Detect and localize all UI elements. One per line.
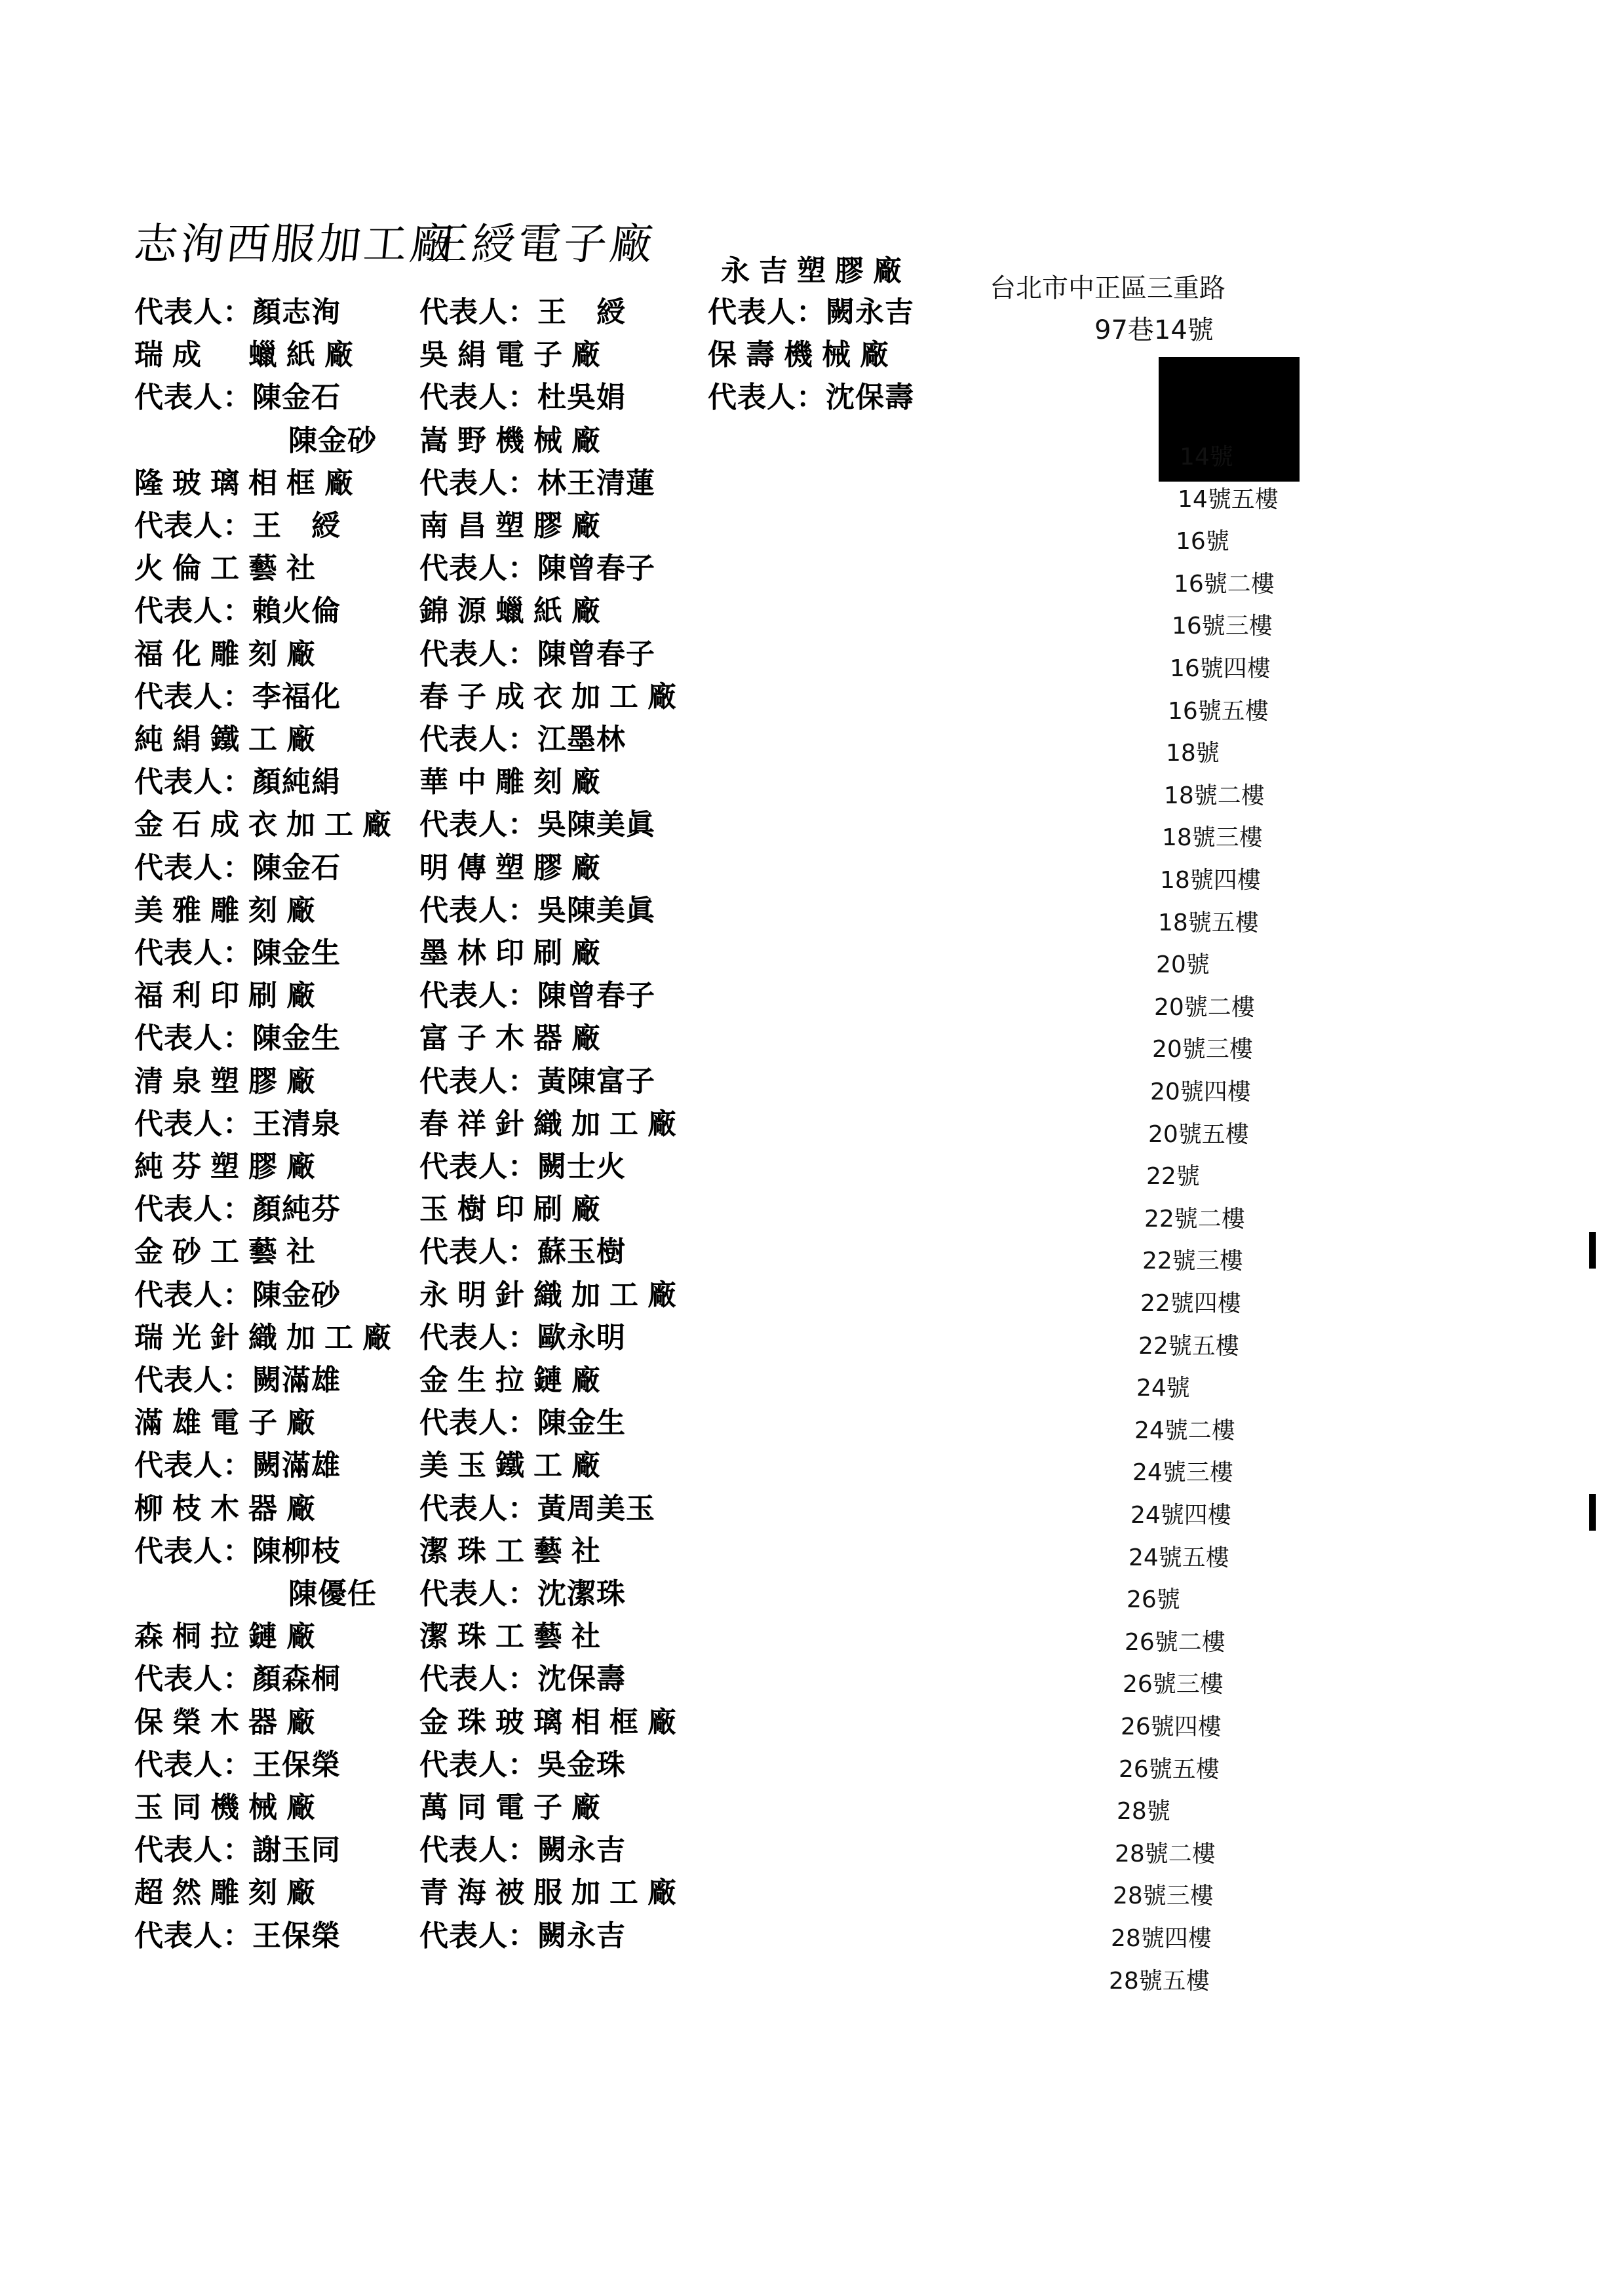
- col2-company: 華中雕刻廠: [419, 765, 609, 799]
- col2-representative: 代表人：王 綬: [419, 296, 626, 329]
- col3-representative: 代表人：沈保壽: [708, 381, 914, 415]
- col1-company: 保榮木器廠: [134, 1705, 324, 1739]
- unit-number: 20號五樓: [1148, 1120, 1249, 1148]
- col1-company: 福化雕刻廠: [134, 637, 324, 671]
- col2-company: 潔珠工藝社: [419, 1534, 609, 1568]
- unit-number: 20號三樓: [1152, 1036, 1253, 1063]
- col2-representative: 代表人：闕永吉: [419, 1833, 626, 1867]
- col2-representative: 代表人：吳陳美眞: [419, 808, 655, 842]
- col2-representative: 代表人：陳曾春子: [419, 979, 655, 1013]
- unit-number: 24號三樓: [1132, 1459, 1233, 1487]
- col2-company: 美玉鐵工廠: [419, 1449, 609, 1483]
- col2-company: 錦源蠟紙廠: [419, 594, 609, 628]
- col1-company: 超然雕刻廠: [134, 1876, 324, 1910]
- col2-representative: 代表人：闕永吉: [419, 1919, 626, 1953]
- col2-company: 富子木器廠: [419, 1022, 609, 1056]
- unit-number: 20號二樓: [1154, 993, 1255, 1021]
- col1-company: 福利印刷廠: [134, 979, 324, 1013]
- col2-representative: 代表人：沈潔珠: [419, 1577, 626, 1611]
- header-col2: 王綬電子廠: [423, 219, 659, 269]
- unit-number: 24號五樓: [1128, 1544, 1229, 1571]
- unit-number: 22號三樓: [1142, 1248, 1243, 1275]
- col2-representative: 代表人：江墨林: [419, 723, 626, 756]
- col2-company: 嵩野機械廠: [419, 423, 609, 457]
- unit-number: 18號三樓: [1162, 824, 1263, 852]
- col2-representative: 代表人：吳陳美眞: [419, 893, 655, 927]
- col2-company: 春祥針織加工廠: [419, 1107, 685, 1141]
- col2-company: 春子成衣加工廠: [419, 679, 685, 714]
- col1-representative: 代表人：顏純芬: [134, 1193, 341, 1227]
- col1-company: 瑞光針織加工廠: [134, 1320, 400, 1354]
- col2-company: 玉樹印刷廠: [419, 1193, 609, 1227]
- col2-representative: 代表人：闕士火: [419, 1150, 626, 1183]
- col1-representative: 代表人：闕滿雄: [134, 1449, 341, 1483]
- col1-representative: 代表人：王保榮: [134, 1919, 341, 1953]
- col2-representative: 代表人：陳曾春子: [419, 637, 655, 671]
- unit-number: 22號: [1146, 1163, 1200, 1191]
- unit-number: 26號三樓: [1123, 1671, 1224, 1698]
- col1-company: 柳枝木器廠: [134, 1491, 324, 1525]
- col2-company: 金生拉鏈廠: [419, 1364, 609, 1397]
- unit-number: 18號四樓: [1160, 867, 1261, 894]
- col2-representative: 代表人：吳金珠: [419, 1748, 626, 1782]
- col1-representative: 代表人：李福化: [134, 679, 341, 714]
- unit-number: 22號四樓: [1140, 1290, 1241, 1317]
- unit-number: 24號: [1136, 1375, 1190, 1402]
- col2-representative: 代表人：陳金生: [419, 1406, 626, 1440]
- unit-number: 18號二樓: [1164, 782, 1265, 809]
- col1-company: 滿雄電子廠: [134, 1406, 324, 1440]
- unit-number: 24號二樓: [1134, 1417, 1235, 1444]
- col1-representative: 代表人：陳金石: [134, 381, 341, 415]
- col1-representative: 代表人：謝玉同: [134, 1833, 341, 1867]
- header-col1: 志洵西服加工廠: [132, 219, 459, 269]
- col1-company: 美雅雕刻廠: [134, 893, 324, 927]
- col3-company: 保壽機械廠: [708, 338, 898, 372]
- col1-company: 火倫工藝社: [134, 552, 324, 586]
- unit-number: 14號五樓: [1178, 486, 1279, 513]
- col2-company: 金珠玻璃相框廠: [419, 1705, 685, 1739]
- col2-representative: 代表人：黃周美玉: [419, 1491, 655, 1525]
- unit-number: 22號二樓: [1144, 1205, 1245, 1233]
- col2-representative: 代表人：黃陳富子: [419, 1064, 655, 1098]
- col1-company: 金砂工藝社: [134, 1235, 324, 1269]
- col1-company: 陳優任: [288, 1577, 377, 1611]
- scan-mark: [1589, 1494, 1596, 1531]
- col2-representative: 代表人：歐永明: [419, 1320, 626, 1354]
- col2-representative: 代表人：蘇玉樹: [419, 1235, 626, 1269]
- col3-representative: 代表人：闕永吉: [708, 296, 914, 329]
- unit-number: 16號三樓: [1172, 613, 1273, 640]
- col2-company: 南昌塑膠廠: [419, 509, 609, 543]
- col1-representative: 代表人：王保榮: [134, 1748, 341, 1782]
- unit-number: 22號五樓: [1138, 1332, 1239, 1360]
- col2-company: 潔珠工藝社: [419, 1620, 609, 1654]
- col1-representative: 代表人：王清泉: [134, 1107, 341, 1141]
- unit-number: 28號二樓: [1115, 1840, 1216, 1867]
- col2-company: 明傳塑膠廠: [419, 851, 609, 885]
- col1-representative: 代表人：陳金生: [134, 936, 341, 970]
- col2-representative: 代表人：陳曾春子: [419, 552, 655, 586]
- col1-representative: 代表人：顏純絹: [134, 765, 341, 799]
- unit-number: 28號四樓: [1111, 1925, 1212, 1952]
- unit-number: 26號四樓: [1121, 1713, 1222, 1740]
- address-line-2: 97巷14號: [1094, 315, 1214, 345]
- unit-number: 16號: [1176, 528, 1229, 556]
- col1-company: 隆玻璃相框廠: [134, 466, 362, 500]
- col2-company: 吳絹電子廠: [419, 338, 609, 372]
- unit-number: 14號: [1180, 444, 1233, 470]
- unit-number: 18號五樓: [1158, 909, 1259, 936]
- unit-number: 18號: [1166, 740, 1220, 767]
- col1-representative: 代表人：顏森桐: [134, 1662, 341, 1696]
- unit-number: 26號五樓: [1119, 1755, 1220, 1783]
- col2-representative: 代表人：杜吳娟: [419, 381, 626, 415]
- col1-representative: 代表人：陳金石: [134, 851, 341, 885]
- col2-company: 永明針織加工廠: [419, 1278, 685, 1312]
- unit-number: 16號二樓: [1174, 570, 1275, 598]
- col2-representative: 代表人：沈保壽: [419, 1662, 626, 1696]
- col1-company: 陳金砂: [288, 423, 377, 457]
- unit-number: 28號: [1117, 1798, 1170, 1826]
- col1-company: 純芬塑膠廠: [134, 1150, 324, 1183]
- col1-representative: 代表人：闕滿雄: [134, 1364, 341, 1397]
- col1-representative: 代表人：陳金生: [134, 1022, 341, 1056]
- col1-representative: 代表人：陳柳枝: [134, 1534, 341, 1568]
- unit-number: 28號五樓: [1109, 1967, 1210, 1995]
- col1-representative: 代表人：賴火倫: [134, 594, 341, 628]
- unit-number: 20號: [1156, 951, 1210, 979]
- col1-company: 金石成衣加工廠: [134, 808, 400, 842]
- col2-company: 萬同電子廠: [419, 1791, 609, 1824]
- unit-number: 20號四樓: [1150, 1079, 1251, 1105]
- address-line-1: 台北市中正區三重路: [990, 273, 1225, 303]
- scan-mark: [1589, 1232, 1596, 1269]
- header-col3: 永吉塑膠廠: [721, 254, 911, 288]
- col1-company: 森桐拉鏈廠: [134, 1620, 324, 1654]
- col2-representative: 代表人：林王清蓮: [419, 466, 655, 500]
- col1-company: 玉同機械廠: [134, 1791, 324, 1824]
- col1-representative: 代表人：顏志洵: [134, 296, 341, 329]
- unit-number: 16號五樓: [1168, 697, 1269, 725]
- col1-company: 瑞成 蠟紙廠: [134, 338, 362, 372]
- col2-company: 墨林印刷廠: [419, 936, 609, 970]
- unit-number: 26號: [1127, 1586, 1180, 1614]
- col2-company: 青海被服加工廠: [419, 1876, 685, 1910]
- unit-number: 26號二樓: [1125, 1628, 1225, 1656]
- unit-number: 16號四樓: [1170, 655, 1271, 682]
- col1-company: 清泉塑膠廠: [134, 1064, 324, 1098]
- col1-company: 純絹鐵工廠: [134, 723, 324, 756]
- col1-representative: 代表人：王 綬: [134, 509, 341, 543]
- col1-representative: 代表人：陳金砂: [134, 1278, 341, 1312]
- unit-number: 28號三樓: [1113, 1883, 1214, 1910]
- unit-number: 24號四樓: [1130, 1502, 1231, 1529]
